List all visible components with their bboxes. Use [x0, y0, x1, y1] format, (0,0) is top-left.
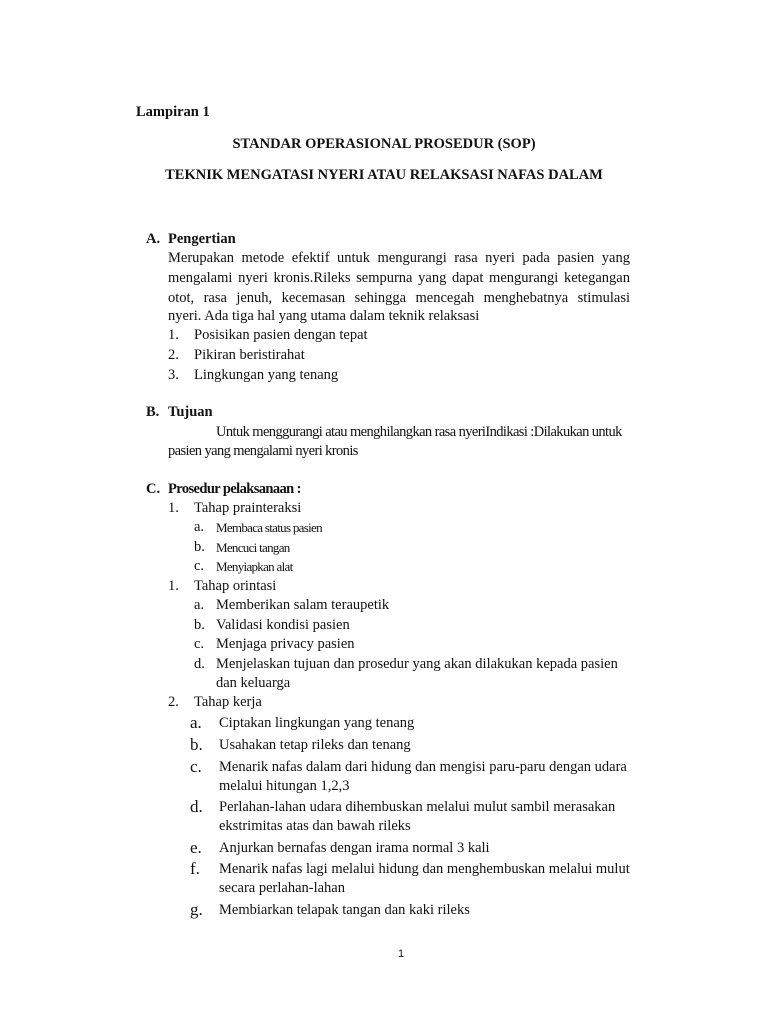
section-b-heading: Tujuan: [168, 404, 213, 420]
list-item-text: Memberikan salam teraupetik: [216, 597, 390, 613]
list-item-text: Usahakan tetap rileks dan tenang: [219, 737, 411, 753]
list-item-letter: f.: [190, 859, 200, 878]
section-a-heading: Pengertian: [168, 231, 236, 247]
list-item-letter: b.: [194, 539, 205, 555]
list-item-text: Membiarkan telapak tangan dan kaki rileks: [219, 902, 470, 918]
section-a-line-2: mengalami nyeri kronis.Rileks sempurna yang dapat mengurangi ketegangan: [168, 270, 630, 286]
list-item-letter: e.: [190, 838, 202, 857]
page-number: 1: [398, 948, 405, 960]
section-c-heading: Prosedur pelaksanaan :: [168, 481, 301, 497]
section-b-letter: B.: [146, 404, 160, 420]
list-item-text: Menarik nafas dalam dari hidung dan mengisi paru-paru dengan udara: [219, 759, 627, 775]
list-item-text: Membaca status pasien: [216, 520, 322, 535]
list-item-text: Menarik nafas lagi melalui hidung dan menghembuskan melalui mulut: [219, 861, 630, 877]
appendix-label: Lampiran 1: [136, 104, 210, 120]
section-a-line-3: otot, rasa jenuh, kecemasan sehingga mencegah menghebatnya stimulasi: [168, 290, 630, 306]
stage-number: 1.: [168, 500, 179, 516]
list-item-continuation: ekstrimitas atas dan bawah rileks: [219, 818, 411, 834]
stage-title: Tahap kerja: [194, 694, 262, 710]
list-item-text: Posisikan pasien dengan tepat: [194, 327, 368, 343]
stage-title: Tahap orintasi: [194, 578, 277, 594]
document-subtitle: TEKNIK MENGATASI NYERI ATAU RELAKSASI NAFAS DALAM: [165, 167, 603, 183]
list-item-text: Pikiran beristirahat: [194, 347, 305, 363]
list-item-letter: a.: [194, 597, 205, 613]
list-item-number: 2.: [168, 347, 179, 363]
list-item-text: Menjaga privacy pasien: [216, 636, 355, 652]
list-item-text: Menyiapkan alat: [216, 559, 293, 574]
list-item-letter: a.: [190, 713, 202, 732]
list-item-number: 3.: [168, 367, 179, 383]
stage-title: Tahap prainteraksi: [194, 500, 302, 516]
list-item-text: Mencuci tangan: [216, 540, 290, 555]
list-item-letter: a.: [194, 519, 205, 535]
list-item-letter: d.: [190, 797, 203, 816]
stage-number: 1.: [168, 578, 179, 594]
list-item-continuation: dan keluarga: [216, 675, 291, 691]
list-item-text: Lingkungan yang tenang: [194, 367, 339, 383]
list-item-text: Ciptakan lingkungan yang tenang: [219, 715, 415, 731]
section-a-letter: A.: [146, 231, 161, 247]
list-item-continuation: melalui hitungan 1,2,3: [219, 778, 350, 794]
list-item-text: Validasi kondisi pasien: [216, 617, 350, 633]
stage-number: 2.: [168, 694, 179, 710]
document-title: STANDAR OPERASIONAL PROSEDUR (SOP): [232, 136, 536, 152]
list-item-letter: b.: [194, 617, 205, 633]
list-item-letter: d.: [194, 656, 205, 672]
section-c-letter: C.: [146, 481, 161, 497]
list-item-letter: c.: [194, 558, 205, 574]
list-item-text: Perlahan-lahan udara dihembuskan melalui mulut sambil merasakan: [219, 799, 616, 815]
section-b-line-1: Untuk menggurangi atau menghilangkan rasa nyeriIndikasi :Dilakukan untuk: [216, 424, 622, 440]
list-item-letter: g.: [190, 900, 203, 919]
list-item-letter: c.: [194, 636, 205, 652]
list-item-text: Menjelaskan tujuan dan prosedur yang akan dilakukan kepada pasien: [216, 656, 618, 672]
section-a-line-4: nyeri. Ada tiga hal yang utama dalam teknik relaksasi: [168, 308, 480, 324]
section-a-line-1: Merupakan metode efektif untuk mengurangi rasa nyeri pada pasien yang: [168, 250, 630, 266]
list-item-text: Anjurkan bernafas dengan irama normal 3 kali: [219, 840, 490, 856]
list-item-continuation: secara perlahan-lahan: [219, 880, 345, 896]
list-item-letter: c.: [190, 757, 202, 776]
section-b-line-2: pasien yang mengalami nyeri kronis: [168, 443, 358, 459]
list-item-number: 1.: [168, 327, 179, 343]
list-item-letter: b.: [190, 735, 203, 754]
